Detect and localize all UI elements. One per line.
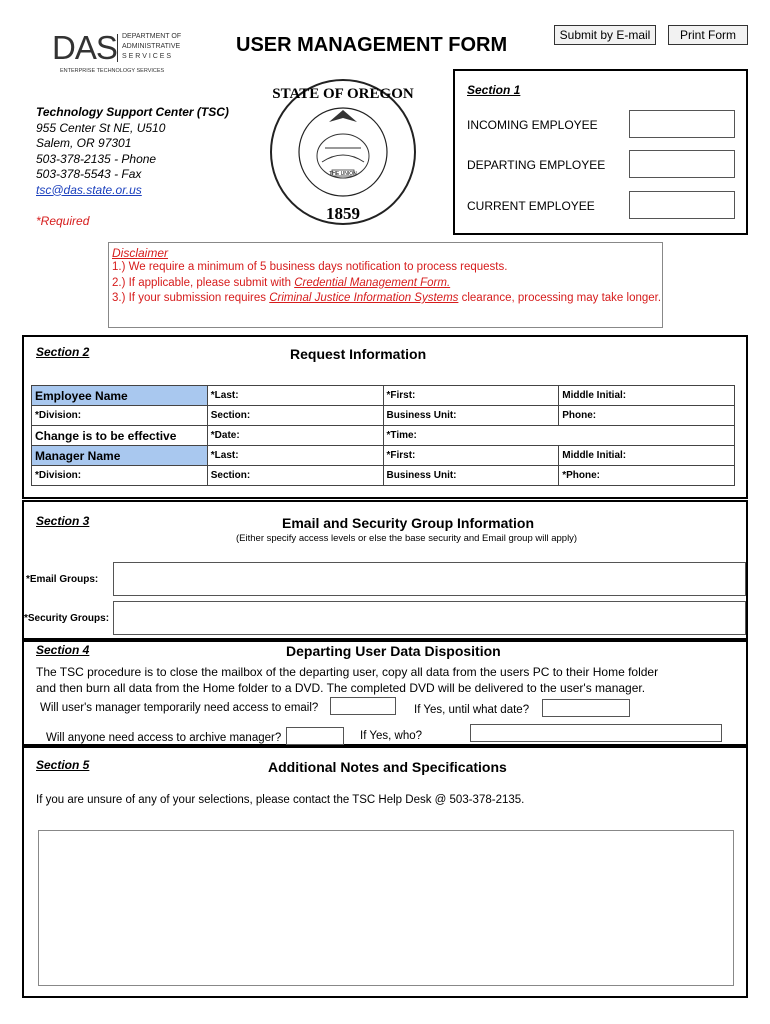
disclaimer-line-3-post: clearance, processing may take longer.	[458, 292, 662, 304]
employee-last-field[interactable]: *Last:	[207, 386, 383, 406]
contact-address-1: 955 Center St NE, U510	[36, 120, 166, 135]
manager-section-field[interactable]: Section:	[207, 466, 383, 486]
disclaimer-line-3-pre: 3.) If your submission requires	[112, 292, 270, 304]
contact-org: Technology Support Center (TSC)	[36, 105, 229, 119]
section4-label: Section 4	[36, 643, 90, 657]
email-groups-label: *Email Groups:	[26, 574, 99, 585]
email-access-input[interactable]	[330, 697, 396, 715]
manager-name-header: Manager Name	[32, 446, 208, 466]
form-title: USER MANAGEMENT FORM	[236, 34, 508, 56]
until-date-input[interactable]	[542, 699, 630, 717]
disclaimer-line-2	[112, 276, 661, 292]
additional-notes-textarea[interactable]	[38, 830, 734, 986]
current-employee-checkbox[interactable]	[629, 191, 735, 219]
current-employee-label: CURRENT EMPLOYEE	[467, 199, 595, 213]
effective-time-field[interactable]: *Time:	[383, 426, 735, 446]
section5-label: Section 5	[36, 758, 90, 772]
manager-business-unit-field[interactable]: Business Unit:	[383, 466, 559, 486]
archive-access-question: Will anyone need access to archive manager?	[46, 732, 282, 744]
security-groups-label: *Security Groups:	[24, 613, 110, 624]
table-row	[32, 446, 735, 466]
das-logo	[52, 30, 202, 78]
contact-phone: 503-378-2135 - Phone	[36, 151, 157, 166]
section4-title: Departing User Data Disposition	[286, 643, 501, 659]
manager-first-field[interactable]: *First:	[383, 446, 559, 466]
credential-form-link[interactable]: Credential Management Form.	[294, 276, 451, 289]
print-form-button[interactable]: Print Form	[668, 25, 748, 45]
security-groups-input[interactable]	[113, 601, 746, 635]
section4-para-1: The TSC procedure is to close the mailbox of the departing user, copy all data from the users PC to their Home folder	[36, 665, 659, 679]
section3-title: Email and Security Group Information	[282, 515, 535, 531]
section1-box	[453, 69, 748, 235]
required-note: *Required	[36, 214, 90, 228]
section1-label: Section 1	[467, 83, 521, 97]
section2-label: Section 2	[36, 345, 90, 359]
employee-phone-field[interactable]: Phone:	[559, 406, 735, 426]
archive-who-input[interactable]	[470, 724, 722, 742]
section5-title: Additional Notes and Specifications	[268, 759, 507, 775]
archive-access-input[interactable]	[286, 727, 344, 745]
effective-date-field[interactable]: *Date:	[207, 426, 383, 446]
employee-name-header: Employee Name	[32, 386, 208, 406]
section3-label: Section 3	[36, 514, 90, 528]
effective-label: Change is to be effective	[32, 426, 208, 446]
departing-employee-label: DEPARTING EMPLOYEE	[467, 158, 606, 172]
manager-division-field[interactable]: *Division:	[32, 466, 208, 486]
section5-box	[22, 746, 748, 998]
employee-middle-field[interactable]: Middle Initial:	[559, 386, 735, 406]
employee-section-field[interactable]: Section:	[207, 406, 383, 426]
cjis-link[interactable]: Criminal Justice Information Systems	[269, 292, 459, 304]
disclaimer-lines	[112, 260, 661, 307]
table-row	[32, 386, 735, 406]
employee-division-field[interactable]: *Division:	[32, 406, 208, 426]
logo-text: DAS	[52, 29, 117, 66]
seal-top-text: STATE OF OREGON	[272, 86, 414, 102]
contact-address-2: Salem, OR 97301	[36, 136, 132, 150]
until-date-question: If Yes, until what date?	[414, 704, 530, 716]
contact-fax: 503-378-5543 - Fax	[36, 167, 142, 181]
table-row	[32, 426, 735, 446]
manager-middle-field[interactable]: Middle Initial:	[559, 446, 735, 466]
employee-first-field[interactable]: *First:	[383, 386, 559, 406]
logo-dept-3: S E R V I C E S	[122, 53, 172, 60]
table-row	[32, 466, 735, 486]
submit-email-button[interactable]: Submit by E-mail	[554, 25, 656, 45]
section3-subtitle: (Either specify access levels or else the base security and Email group will apply)	[236, 533, 578, 544]
contact-block	[36, 105, 229, 198]
archive-who-question: If Yes, who?	[360, 730, 423, 742]
section5-note: If you are unsure of any of your selections, please contact the TSC Help Desk @ 503-378-2135.	[36, 794, 525, 806]
logo-dept-2: ADMINISTRATIVE	[122, 43, 181, 50]
disclaimer-line-2-text: 2.) If applicable, please submit with	[112, 276, 295, 289]
logo-divider	[117, 34, 118, 62]
disclaimer-line-1: 1.) We require a minimum of 5 business days notification to process requests.	[112, 261, 508, 273]
logo-subtitle: ENTERPRISE TECHNOLOGY SERVICES	[60, 68, 165, 74]
logo-dept-1: DEPARTMENT OF	[122, 33, 182, 40]
incoming-employee-label: INCOMING EMPLOYEE	[467, 118, 598, 132]
table-row	[32, 406, 735, 426]
seal-banner: THE UNION	[329, 171, 357, 177]
disclaimer-box	[108, 242, 663, 328]
departing-employee-checkbox[interactable]	[629, 150, 735, 178]
manager-last-field[interactable]: *Last:	[207, 446, 383, 466]
email-access-question: Will user's manager temporarily need access to email?	[40, 702, 319, 714]
contact-email-link[interactable]: tsc@das.state.or.us	[36, 182, 142, 197]
manager-phone-field[interactable]: *Phone:	[559, 466, 735, 486]
disclaimer-line-3	[112, 291, 661, 307]
oregon-seal	[270, 76, 416, 228]
section4-box	[22, 640, 748, 746]
employee-business-unit-field[interactable]: Business Unit:	[383, 406, 559, 426]
email-groups-input[interactable]	[113, 562, 746, 596]
section2-title: Request Information	[290, 346, 427, 362]
section4-para-2: and then burn all data from the Home folder to a DVD. The completed DVD will be delivered to the user's manager.	[36, 681, 646, 695]
request-info-table	[31, 385, 735, 486]
seal-year: 1859	[326, 204, 360, 223]
incoming-employee-checkbox[interactable]	[629, 110, 735, 138]
disclaimer-title: Disclaimer	[112, 246, 169, 260]
